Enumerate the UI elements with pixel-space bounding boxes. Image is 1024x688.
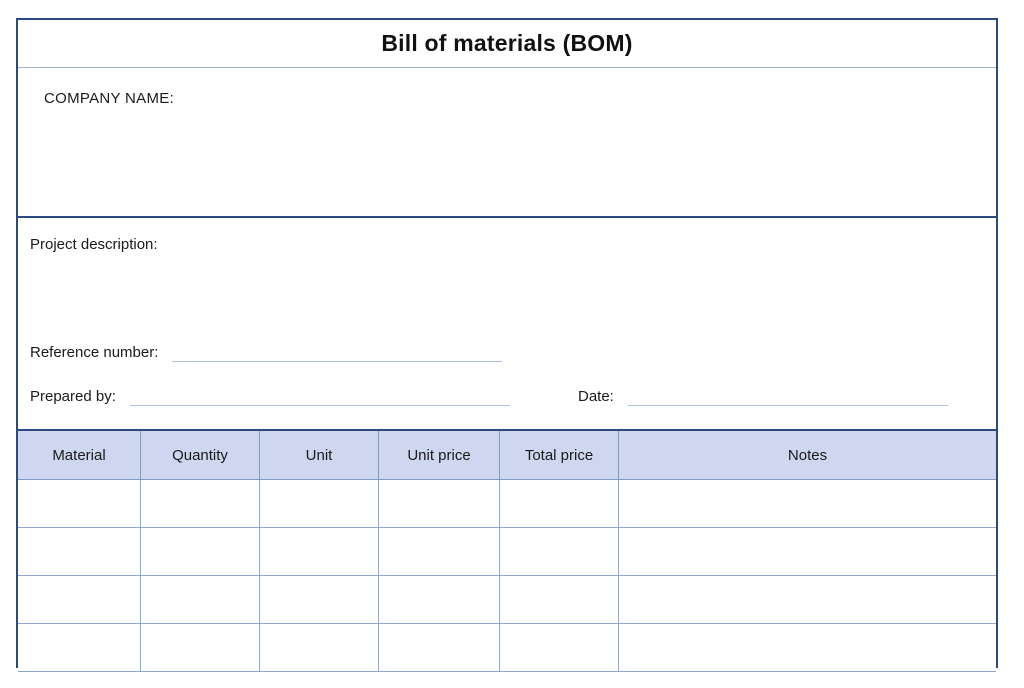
- cell-total-price[interactable]: [500, 576, 619, 624]
- column-header-material: Material: [18, 431, 141, 480]
- cell-quantity[interactable]: [141, 480, 260, 528]
- cell-total-price[interactable]: [500, 624, 619, 672]
- cell-material[interactable]: [18, 528, 141, 576]
- bom-table: [18, 431, 996, 672]
- cell-quantity[interactable]: [141, 624, 260, 672]
- cell-unit-price[interactable]: [379, 624, 500, 672]
- cell-material[interactable]: [18, 624, 141, 672]
- table-row: [18, 480, 996, 528]
- cell-unit-price[interactable]: [379, 528, 500, 576]
- table-row: [18, 528, 996, 576]
- cell-quantity[interactable]: [141, 528, 260, 576]
- cell-notes[interactable]: [619, 528, 997, 576]
- cell-unit-price[interactable]: [379, 576, 500, 624]
- cell-total-price[interactable]: [500, 480, 619, 528]
- cell-notes[interactable]: [619, 576, 997, 624]
- cell-unit[interactable]: [260, 576, 379, 624]
- column-header-quantity: Quantity: [141, 431, 260, 480]
- date-row: [578, 388, 948, 406]
- cell-unit[interactable]: [260, 480, 379, 528]
- prepared-by-input[interactable]: [130, 390, 510, 406]
- table-row: [18, 576, 996, 624]
- column-header-unit: Unit: [260, 431, 379, 480]
- company-name-label: COMPANY NAME:: [44, 90, 175, 107]
- cell-total-price[interactable]: [500, 528, 619, 576]
- reference-number-label: Reference number:: [30, 344, 159, 361]
- prepared-by-row: [30, 388, 510, 406]
- date-label: Date:: [578, 388, 614, 405]
- column-header-unit-price: Unit price: [379, 431, 500, 480]
- cell-notes[interactable]: [619, 480, 997, 528]
- prepared-by-label: Prepared by:: [30, 388, 116, 405]
- cell-unit[interactable]: [260, 528, 379, 576]
- document-title-bar: [18, 20, 996, 68]
- cell-material[interactable]: [18, 480, 141, 528]
- column-header-total-price: Total price: [500, 431, 619, 480]
- table-header-row: [18, 431, 996, 480]
- column-header-notes: Notes: [619, 431, 997, 480]
- cell-material[interactable]: [18, 576, 141, 624]
- cell-quantity[interactable]: [141, 576, 260, 624]
- cell-unit-price[interactable]: [379, 480, 500, 528]
- table-row: [18, 624, 996, 672]
- page-title: Bill of materials (BOM): [381, 30, 633, 56]
- date-input[interactable]: [628, 390, 948, 406]
- project-description-label: Project description:: [30, 236, 158, 253]
- cell-notes[interactable]: [619, 624, 997, 672]
- company-name-section[interactable]: [18, 68, 996, 218]
- project-description-section[interactable]: [18, 218, 996, 431]
- bom-document: [16, 18, 998, 668]
- reference-number-input[interactable]: [172, 346, 502, 362]
- reference-number-row: [30, 344, 502, 362]
- cell-unit[interactable]: [260, 624, 379, 672]
